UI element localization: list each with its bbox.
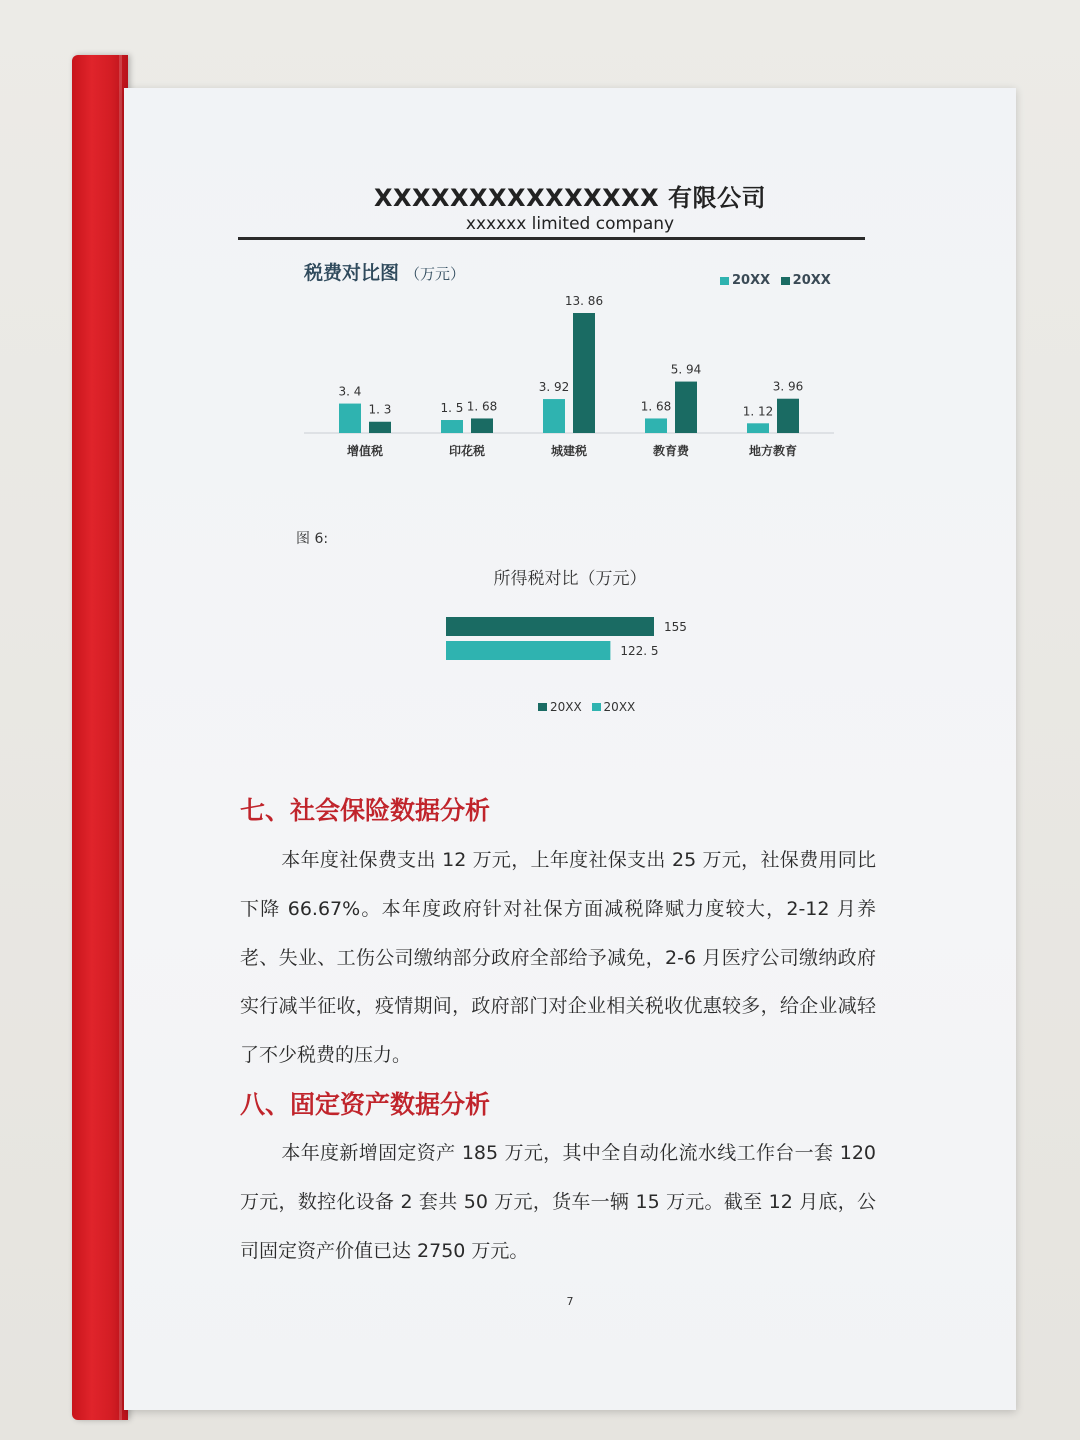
company-name-cn: XXXXXXXXXXXXXXX 有限公司 (374, 184, 766, 212)
bar-印花税-series-2 (471, 418, 493, 433)
data-label: 1. 12 (742, 404, 774, 419)
legend-label-1: 20XX (732, 273, 771, 288)
bar-地方教育-series-1 (747, 423, 769, 433)
section8-text: 本年度新增固定资产 185 万元，其中全自动化流水线工作台一套 120 万元，数控化设备 2 套共 50 万元，货车一辆 15 万元。截至 12 月底，公司固定资产价值已达 2750 万元。 (240, 1142, 876, 1262)
hbar-series-2 (446, 641, 610, 660)
page-number: 7 (566, 1295, 574, 1308)
section7-paragraph (240, 836, 876, 1080)
income-tax-bar-chart (444, 613, 704, 673)
data-label: 13. 86 (564, 294, 604, 308)
data-label: 1. 3 (368, 402, 392, 417)
data-label: 5. 94 (670, 362, 702, 377)
legend2-label-2: 20XX (603, 699, 636, 714)
red-binder-spine (72, 55, 128, 1420)
bar-教育费-series-1 (645, 418, 667, 433)
data-label: 1. 68 (640, 399, 672, 414)
chart2-title: 所得税对比（万元） (493, 569, 647, 589)
data-label: 3. 96 (772, 379, 804, 394)
legend2-swatch-dark (538, 703, 547, 711)
category-label: 城建税 (550, 444, 588, 458)
figure-label: 图 6: (296, 531, 329, 547)
hbar-data-label: 122. 5 (620, 644, 659, 658)
bar-增值税-series-2 (369, 422, 391, 433)
category-label: 增值税 (346, 444, 384, 458)
legend2-swatch-light (592, 703, 601, 711)
data-label: 3. 4 (338, 384, 362, 399)
category-label: 地方教育 (748, 444, 798, 458)
bar-印花税-series-1 (441, 420, 463, 433)
section8-heading: 八、固定资产数据分析 (240, 1090, 491, 1119)
section8-paragraph (240, 1129, 876, 1275)
section7-text: 本年度社保费支出 12 万元，上年度社保支出 25 万元，社保费用同比下降 66.67%。本年度政府针对社保方面减税降赋力度较大，2-12 月养老、失业、工伤公司缴纳部分政府全部给予减免，2-6 月医疗公司缴纳政府实行减半征收，疫情期间，政府部门对企业相关税收优惠较多，给企业减轻了不少税费的压力。 (240, 849, 876, 1067)
section7-heading: 七、社会保险数据分析 (240, 796, 491, 825)
hbar-series-1 (446, 617, 654, 636)
data-label: 3. 92 (538, 380, 570, 395)
document-page (124, 88, 1016, 1410)
data-label: 1. 5 (440, 401, 464, 416)
bar-地方教育-series-2 (777, 399, 799, 433)
category-label: 教育费 (652, 444, 690, 458)
chart1-title-text: 税费对比图 (304, 262, 400, 284)
bar-城建税-series-1 (543, 399, 565, 433)
chart2-legend (538, 699, 641, 714)
bar-增值税-series-1 (339, 404, 361, 433)
binder-highlight (119, 55, 122, 1420)
bar-教育费-series-2 (675, 382, 697, 433)
legend2-label-1: 20XX (550, 699, 582, 714)
chart1-title (304, 258, 465, 285)
bar-城建税-series-2 (573, 313, 595, 433)
company-name-en: xxxxxx limited company (465, 214, 675, 234)
chart1-unit: （万元） (405, 265, 466, 283)
tax-comparison-bar-chart (304, 283, 844, 468)
legend-label-2: 20XX (792, 273, 831, 288)
category-label: 印花税 (448, 444, 486, 458)
hbar-data-label: 155 (664, 620, 687, 634)
header-divider (238, 237, 865, 240)
data-label: 1. 68 (466, 399, 498, 414)
